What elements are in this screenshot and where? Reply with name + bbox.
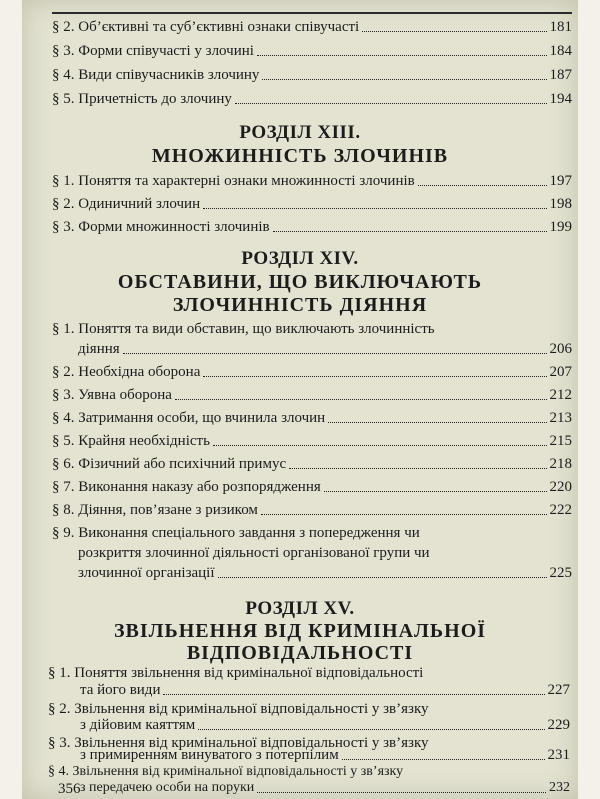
toc-entry-text: § 3. Уявна оборона <box>52 387 172 403</box>
toc-entry-page: 212 <box>549 387 572 403</box>
toc-entry-text: з примиренням винуватого з потерпілим <box>80 747 339 763</box>
toc-entry-page: 187 <box>549 67 572 83</box>
toc-entry <box>52 172 572 190</box>
toc-entry <box>80 716 570 734</box>
section-number: РОЗДІЛ XV. <box>245 598 355 619</box>
leader-dots <box>257 55 547 56</box>
toc-entry-text: § 4. Види співучасників злочину <box>52 67 260 83</box>
toc-entry-text: з передачею особи на поруки <box>80 780 255 795</box>
toc-entry <box>80 681 570 699</box>
leader-dots <box>218 577 547 578</box>
toc-entry <box>52 455 572 473</box>
leader-dots <box>203 376 546 377</box>
toc-entry <box>52 42 572 60</box>
section-number: РОЗДІЛ XIV. <box>241 248 359 269</box>
toc-entry <box>78 564 572 582</box>
leader-dots <box>163 694 544 695</box>
toc-entry-text: та його види <box>80 682 161 698</box>
toc-entry <box>52 66 572 84</box>
toc-entry-text: § 5. Крайня необхідність <box>52 433 210 449</box>
toc-entry-page: 229 <box>547 717 570 733</box>
toc-entry-page: 213 <box>549 410 572 426</box>
toc-entry-text: § 5. Причетність до злочину <box>52 91 232 107</box>
toc-entry <box>52 363 572 381</box>
toc-entry-text: § 2. Одиничний злочин <box>52 196 201 212</box>
toc-entry-text: § 1. Поняття звільнення від кримінальної відповідальності <box>48 665 424 681</box>
toc-entry <box>52 386 572 404</box>
section-title-line1: ЗВІЛЬНЕННЯ ВІД КРИМІНАЛЬНОЇ <box>113 620 487 642</box>
leader-dots <box>198 729 544 730</box>
toc-entry-page: 222 <box>549 502 572 518</box>
toc-entry-text: § 3. Форми співучасті у злочині <box>52 43 254 59</box>
toc-entry-page: 206 <box>549 341 572 357</box>
toc-entry-page: 231 <box>547 747 570 763</box>
toc-entry-page: 227 <box>547 682 570 698</box>
toc-entry <box>52 478 572 496</box>
toc-entry-text: § 1. Поняття та види обставин, що виключають злочинність <box>52 321 435 337</box>
leader-dots <box>257 792 546 793</box>
toc-entry-text: § 4. Звільнення від кримінальної відповідальності у зв’язку <box>48 764 404 779</box>
leader-dots <box>123 353 547 354</box>
leader-dots <box>235 103 547 104</box>
leader-dots <box>418 185 547 186</box>
leader-dots <box>262 79 546 80</box>
leader-dots <box>342 759 545 760</box>
toc-entry-page: 181 <box>549 19 572 35</box>
leader-dots <box>289 468 546 469</box>
toc-entry-text: розкриття злочинної діяльності організованої групи чи <box>78 545 430 561</box>
toc-entry <box>52 501 572 519</box>
leader-dots <box>213 445 547 446</box>
leader-dots <box>203 208 546 209</box>
toc-entry-text: з дійовим каяттям <box>80 717 196 733</box>
toc-entry <box>80 779 570 797</box>
page-number: 356 <box>58 781 81 797</box>
toc-entry-page: 207 <box>549 364 572 380</box>
toc-entry-text: § 9. Виконання спеціального завдання з попередження чи <box>52 525 420 541</box>
toc-entry-text: § 3. Форми множинності злочинів <box>52 219 270 235</box>
toc-entry-page: 198 <box>549 196 572 212</box>
toc-entry-text: § 3. Звільнення від кримінальної відповідальності у зв’язку <box>48 735 429 751</box>
leader-dots <box>261 514 547 515</box>
toc-entry <box>52 195 572 213</box>
toc-entry-text: § 4. Затримання особи, що вчинила злочин <box>52 410 326 426</box>
leader-dots <box>324 491 547 492</box>
toc-entry-text: злочинної організації <box>78 565 215 581</box>
toc-entry-page: 199 <box>549 219 572 235</box>
toc-entry-page: 197 <box>549 173 572 189</box>
toc-entry-page: 225 <box>549 565 572 581</box>
toc-entry-page: 220 <box>549 479 572 495</box>
toc-entry <box>52 90 572 108</box>
leader-dots <box>328 422 546 423</box>
top-rule <box>52 12 572 14</box>
toc-entry-text: § 6. Фізичний або психічний примус <box>52 456 287 472</box>
toc-entry <box>78 340 572 358</box>
toc-entry-text: § 1. Поняття та характерні ознаки множинності злочинів <box>52 173 415 189</box>
toc-entry <box>52 432 572 450</box>
toc-entry-text: § 2. Об’єктивні та суб’єктивні ознаки співучасті <box>52 19 360 35</box>
toc-entry-page: 184 <box>549 43 572 59</box>
section-title-line2: ВІДПОВІДАЛЬНОСТІ <box>186 642 414 664</box>
toc-entry <box>52 409 572 427</box>
leader-dots <box>273 231 547 232</box>
toc-entry-page: 215 <box>549 433 572 449</box>
toc-entry-page: 194 <box>549 91 572 107</box>
toc-entry-text: § 8. Діяння, пов’язане з ризиком <box>52 502 258 518</box>
section-number: РОЗДІЛ XIII. <box>239 122 361 143</box>
toc-entry-text: § 2. Звільнення від кримінальної відповідальності у зв’язку <box>48 701 429 717</box>
leader-dots <box>362 31 546 32</box>
toc-entry-text: діяння <box>78 341 120 357</box>
section-title-line1: ОБСТАВИНИ, ЩО ВИКЛЮЧАЮТЬ <box>117 271 483 293</box>
toc-entry-page: 232 <box>549 780 570 795</box>
toc-entry <box>80 746 570 764</box>
toc-entry <box>52 218 572 236</box>
toc-entry <box>52 18 572 36</box>
toc-entry-page: 218 <box>549 456 572 472</box>
toc-entry-text: § 7. Виконання наказу або розпорядження <box>52 479 321 495</box>
leader-dots <box>175 399 547 400</box>
section-title: МНОЖИННІСТЬ ЗЛОЧИНІВ <box>151 145 449 167</box>
book-page <box>22 0 578 799</box>
toc-entry-text: § 2. Необхідна оборона <box>52 364 201 380</box>
section-title-line2: ЗЛОЧИННІСТЬ ДІЯННЯ <box>172 294 428 316</box>
